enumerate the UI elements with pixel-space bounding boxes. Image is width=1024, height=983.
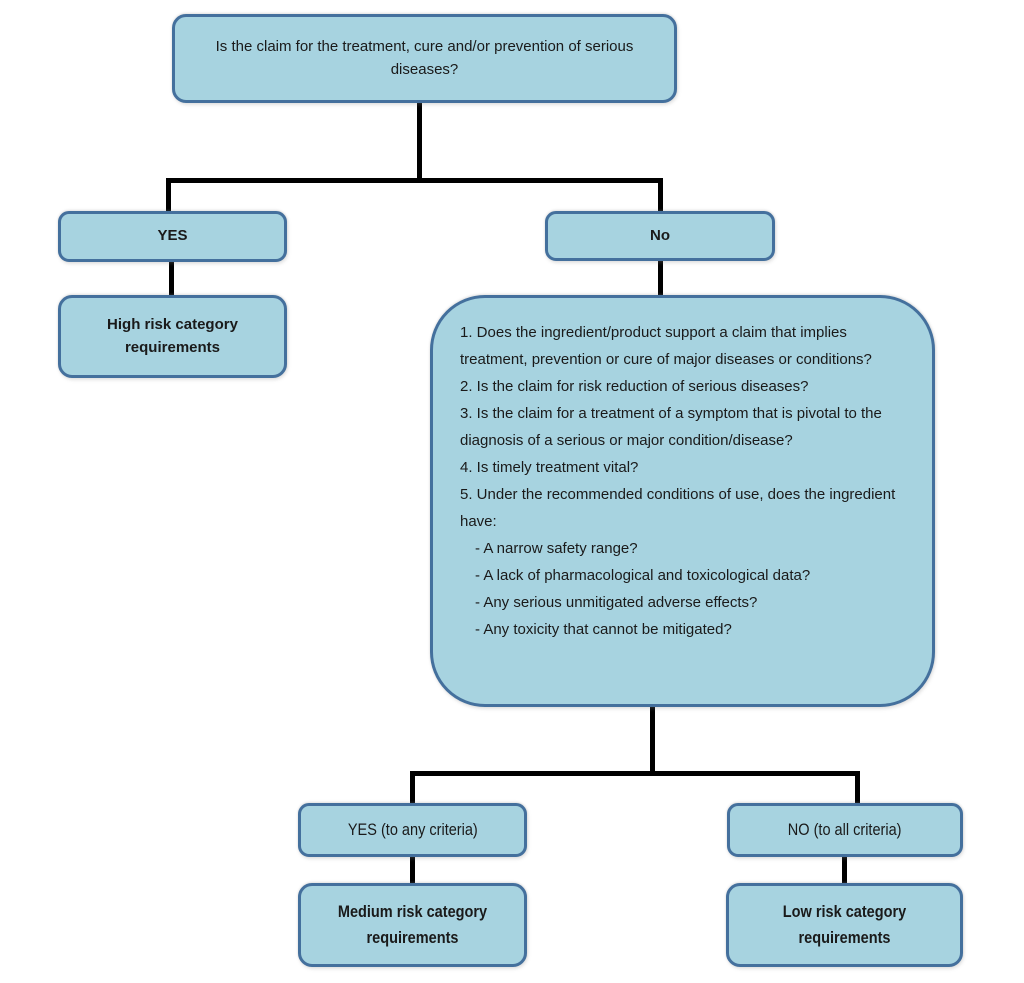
connector-noall-low: [842, 855, 847, 884]
connector-no-criteria: [658, 259, 663, 296]
criteria-subitem-4: - Any toxicity that cannot be mitigated?: [475, 621, 732, 638]
criteria-list: [433, 298, 932, 643]
criteria-item-2: 2. Is the claim for risk reduction of serious diseases?: [460, 378, 809, 395]
high-risk-text: High risk category requirements: [107, 316, 238, 356]
criteria-item-1: 1. Does the ingredient/product support a claim that implies treatment, prevention or cure of major diseases or conditions?: [460, 324, 872, 368]
connector-drop-yes-any: [410, 773, 415, 804]
node-yes: [58, 211, 287, 262]
yes-label: YES: [157, 227, 188, 245]
node-high-risk: [58, 295, 287, 378]
node-root-question: [172, 14, 677, 103]
connector-drop-yes: [166, 180, 171, 212]
criteria-item-3: 3. Is the claim for a treatment of a symptom that is pivotal to the diagnosis of a serious or major condition/disease?: [460, 405, 882, 449]
yes-any-label: YES (to any criteria): [347, 820, 478, 839]
medium-risk-text: Medium risk category requirements: [337, 902, 488, 947]
connector-bottom-bar: [410, 771, 860, 776]
node-no: [545, 211, 775, 261]
node-criteria: [430, 295, 935, 707]
connector-root-stem: [417, 101, 422, 181]
node-medium-risk: [298, 883, 527, 967]
root-question-text: Is the claim for the treatment, cure and/or prevention of serious diseases?: [215, 38, 634, 78]
node-yes-any-criteria: [298, 803, 527, 857]
connector-criteria-stem: [650, 705, 655, 773]
node-no-all-criteria: [727, 803, 963, 857]
connector-yes-highrisk: [169, 260, 174, 296]
no-all-label: NO (to all criteria): [788, 820, 902, 839]
criteria-subitem-3: - Any serious unmitigated adverse effects?: [475, 594, 758, 611]
criteria-item-4: 4. Is timely treatment vital?: [460, 459, 639, 476]
criteria-subitem-1: - A narrow safety range?: [475, 540, 638, 557]
criteria-item-5: 5. Under the recommended conditions of use, does the ingredient have:: [460, 486, 896, 530]
connector-drop-no: [658, 180, 663, 212]
criteria-subitem-2: - A lack of pharmacological and toxicological data?: [475, 567, 811, 584]
low-risk-text: Low risk category requirements: [782, 902, 907, 947]
connector-yesany-medium: [410, 855, 415, 884]
connector-top-bar: [166, 178, 663, 183]
connector-drop-no-all: [855, 773, 860, 804]
node-low-risk: [726, 883, 963, 967]
no-label: No: [650, 226, 670, 244]
